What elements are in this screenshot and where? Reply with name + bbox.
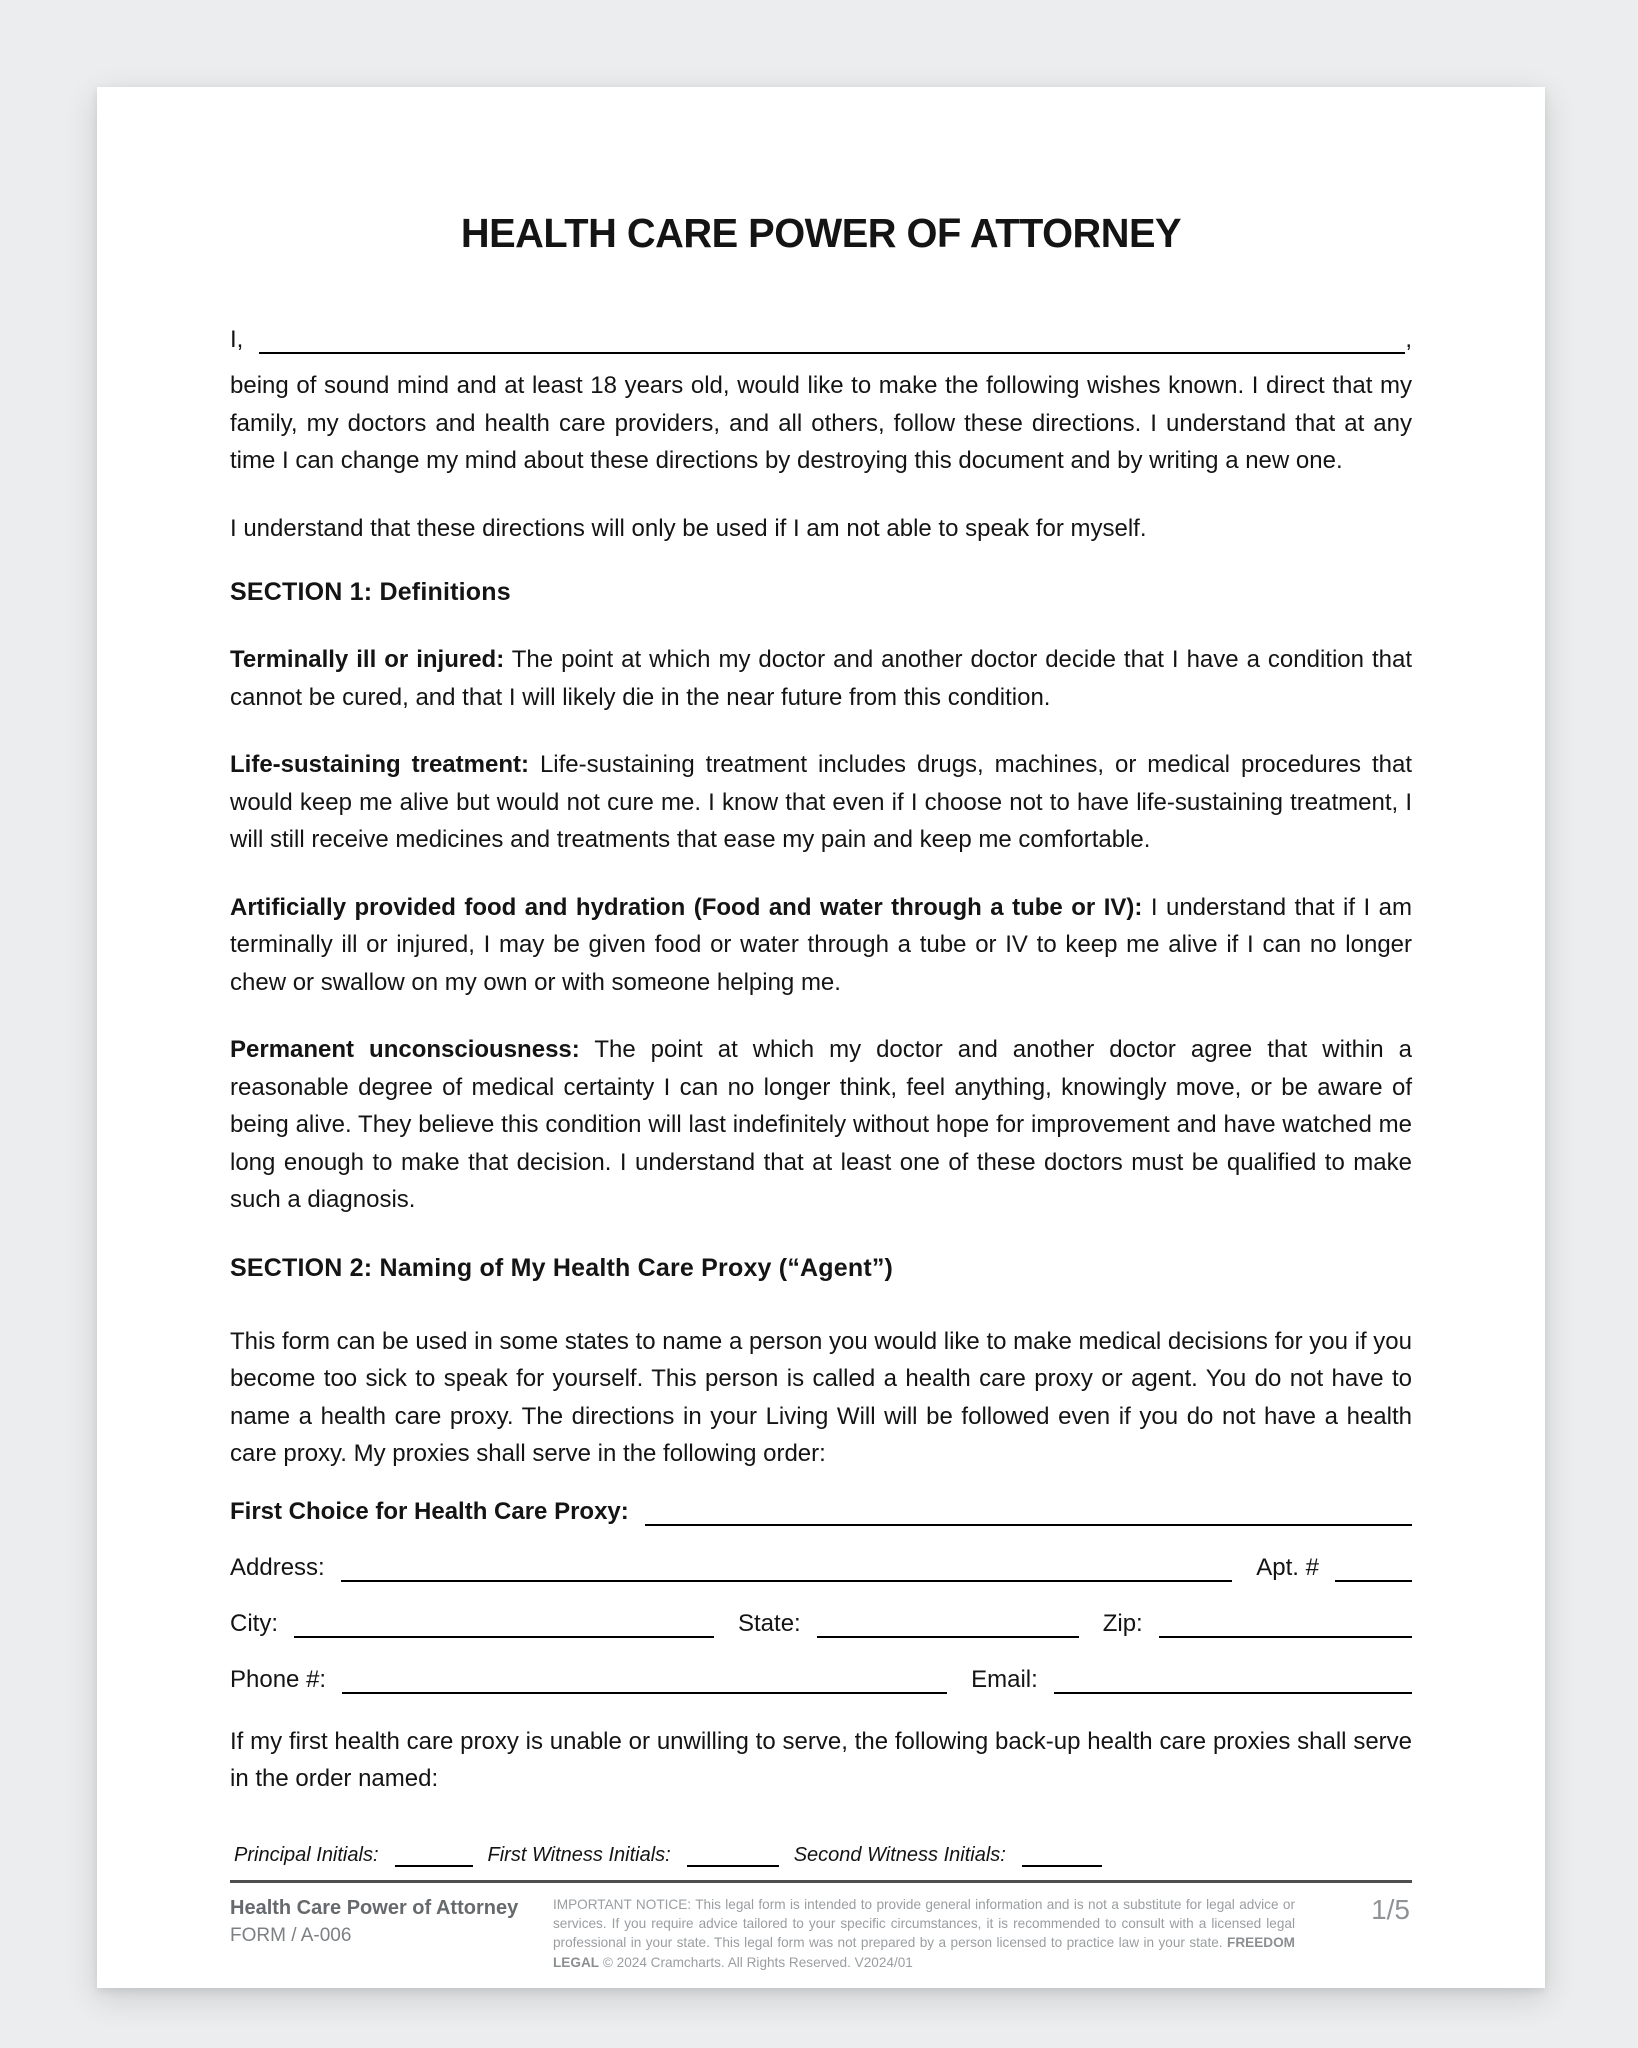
apt-label: Apt. # <box>1256 1553 1319 1581</box>
state-label: State: <box>738 1609 801 1637</box>
directions-paragraph: I understand that these directions will only be used if I am not able to speak for myself. <box>230 514 1147 542</box>
definition-term: Terminally ill or injured: <box>230 646 505 673</box>
page-number: 1/5 <box>1371 1893 1410 1925</box>
definition-term: Permanent unconsciousness: <box>230 1036 580 1063</box>
address-field[interactable] <box>341 1556 1233 1582</box>
phone-field[interactable] <box>342 1668 947 1694</box>
email-field[interactable] <box>1054 1668 1412 1694</box>
backup-proxy-paragraph: If my first health care proxy is unable or unwilling to serve, the following back-up health care proxies shall serve in the order named: <box>230 1727 1412 1792</box>
page-footer <box>230 1895 1412 1973</box>
declarant-suffix: , <box>1405 326 1412 353</box>
city-field[interactable] <box>294 1612 714 1638</box>
initials-row <box>230 1838 1412 1868</box>
principal-initials-label: Principal Initials: <box>234 1843 379 1866</box>
section2-heading: SECTION 2: Naming of My Health Care Proxy (“Agent”) <box>230 1253 894 1282</box>
footer-divider <box>230 1880 1412 1883</box>
declarant-prefix: I, <box>230 326 244 353</box>
first-witness-initials-field[interactable] <box>687 1845 779 1867</box>
address-row <box>230 1547 1412 1583</box>
document-page <box>97 87 1545 1988</box>
state-field[interactable] <box>817 1612 1079 1638</box>
first-choice-proxy-label: First Choice for Health Care Proxy: <box>230 1497 629 1525</box>
zip-field[interactable] <box>1159 1612 1412 1638</box>
phone-email-row <box>230 1659 1412 1695</box>
zip-label: Zip: <box>1102 1609 1143 1637</box>
city-label: City: <box>230 1609 278 1637</box>
footer-left <box>230 1895 530 1973</box>
definition-life-sustaining <box>230 746 1412 859</box>
phone-label: Phone #: <box>230 1665 327 1693</box>
intro-paragraph: being of sound mind and at least 18 years old, would like to make the following wishes known. I direct that my family, my doctors and health care providers, and all others, follow these directions. I understand that at any time I can change my mind about these directions by destroying this document and by writing a new one. <box>230 372 1412 474</box>
definition-text: The point at which my doctor and another doctor agree that within a reasonable degree of medical certainty I can no longer think, feel anything, knowingly move, or be aware of being alive. They believe this condition will last indefinitely without hope for improvement and have watched me long enough to make that decision. I understand that at least one of these doctors must be qualified to make such a diagnosis. <box>230 1036 1413 1213</box>
declarant-name-field[interactable] <box>259 328 1405 354</box>
definition-terminally-ill <box>230 641 1412 716</box>
footer-copyright: © 2024 Cramcharts. All Rights Reserved. V2024/01 <box>602 1954 913 1970</box>
apt-field[interactable] <box>1335 1556 1412 1582</box>
principal-initials-field[interactable] <box>395 1845 473 1867</box>
section1-heading: SECTION 1: Definitions <box>230 578 511 606</box>
footer-legal-notice <box>553 1895 1295 1973</box>
first-choice-proxy-row <box>230 1491 1412 1527</box>
definition-permanent-unconsciousness <box>230 1031 1412 1219</box>
definition-term: Artificially provided food and hydration (Food and water through a tube or IV): <box>230 893 1143 921</box>
first-choice-proxy-field[interactable] <box>645 1500 1412 1526</box>
definition-term: Life-sustaining treatment: <box>230 751 529 778</box>
document-title: HEALTH CARE POWER OF ATTORNEY <box>460 210 1182 256</box>
definition-text: The point at which my doctor and another doctor decide that I have a condition that cannot be cured, and that I will likely die in the near future from this condition. <box>230 646 1412 711</box>
footer-brand: FREEDOM LEGAL <box>553 1935 1295 1970</box>
footer-form-number: FORM / A-006 <box>230 1924 352 1946</box>
definition-text: Life-sustaining treatment includes drugs, machines, or medical procedures that would keep me alive but would not cure me. I know that even if I choose not to have life-sustaining treatment, I will still receive medicines and treatments that ease my pain and keep me comfortable. <box>230 751 1413 853</box>
second-witness-initials-field[interactable] <box>1022 1845 1102 1867</box>
footer-doc-title: Health Care Power of Attorney <box>230 1896 519 1919</box>
definition-text: I understand that if I am terminally ill or injured, I may be given food or water through a tube or IV to keep me alive if I can no longer chew or swallow on my own or with someone helping me. <box>230 893 1413 996</box>
email-label: Email: <box>971 1665 1038 1693</box>
proxy-intro-paragraph: This form can be used in some states to name a person you would like to make medical decisions for you if you become too sick to speak for yourself. This person is called a health care proxy or agent. You do not have to name a health care proxy. The directions in your Living Will will be followed even if you do not have a health care proxy. My proxies shall serve in the following order: <box>230 1327 1412 1467</box>
second-witness-initials-label: Second Witness Initials: <box>793 1843 1006 1866</box>
city-state-zip-row <box>230 1603 1412 1639</box>
declarant-name-row <box>230 315 1412 355</box>
address-label: Address: <box>230 1553 325 1581</box>
definition-artificial-food-hydration <box>230 889 1412 1002</box>
first-witness-initials-label: First Witness Initials: <box>487 1843 671 1866</box>
footer-notice-text: IMPORTANT NOTICE: This legal form is intended to provide general information and is not a substitute for legal advice or services. If you require advice tailored to your specific circumstances, it is recommended to consult with a licensed legal professional in your state. This legal form was not prepared by a person licensed to practice law in your state. <box>553 1896 1295 1951</box>
